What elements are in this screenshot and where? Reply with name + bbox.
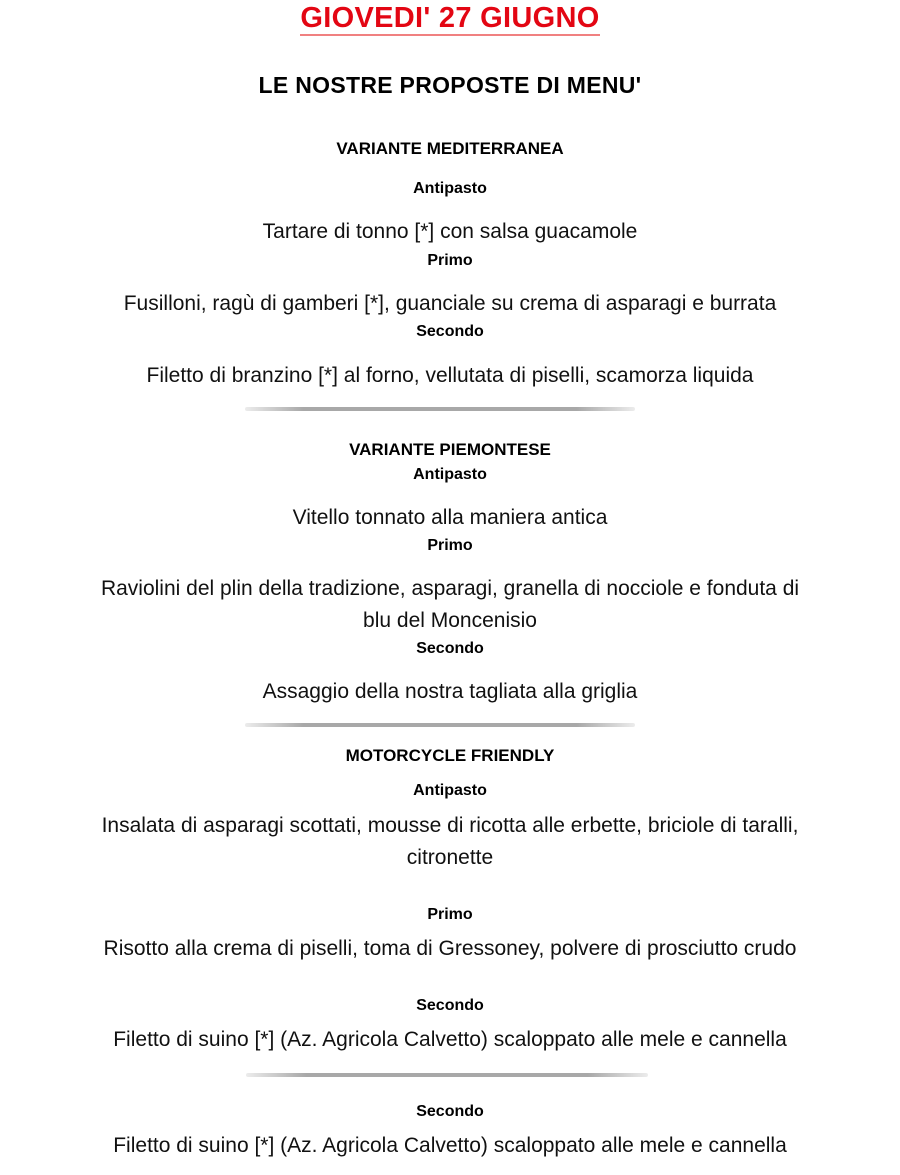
section-title-mediterranea: VARIANTE MEDITERRANEA (336, 139, 564, 158)
section-title-motorcycle: MOTORCYCLE FRIENDLY (345, 746, 555, 765)
course-label-antipasto: Antipasto (413, 466, 487, 483)
course-label-secondo: Secondo (416, 323, 484, 340)
dish-text-line2: citronette (406, 846, 494, 869)
dish-text-line2: blu del Moncenisio (363, 609, 537, 632)
section-divider (245, 407, 635, 411)
dish-text-line1: Insalata di asparagi scottati, mousse di ricotta alle erbette, briciole di taralli, (101, 814, 799, 837)
dish-text: Vitello tonnato alla maniera antica (292, 506, 608, 529)
dish-text: Assaggio della nostra tagliata alla griglia (262, 680, 638, 703)
course-label-secondo: Secondo (416, 640, 484, 657)
course-label-secondo: Secondo (416, 1103, 484, 1120)
dish-text: Fusilloni, ragù di gamberi [*], guanciale su crema di asparagi e burrata (123, 292, 777, 315)
dish-text: Filetto di branzino [*] al forno, vellutata di piselli, scamorza liquida (146, 364, 754, 387)
course-label-antipasto: Antipasto (413, 180, 487, 197)
section-divider (245, 723, 635, 727)
course-label-secondo: Secondo (416, 997, 484, 1014)
course-label-antipasto: Antipasto (413, 782, 487, 799)
menu-date-text: GIOVEDI' 27 GIUGNO (300, 2, 600, 34)
dish-text: Risotto alla crema di piselli, toma di Gressoney, polvere di prosciutto crudo (103, 937, 797, 960)
course-label-primo: Primo (427, 537, 473, 554)
dish-text: Tartare di tonno [*] con salsa guacamole (262, 220, 638, 243)
section-divider (246, 1073, 648, 1077)
dish-text: Filetto di suino [*] (Az. Agricola Calvetto) scaloppato alle mele e cannella (113, 1134, 787, 1157)
dish-text: Filetto di suino [*] (Az. Agricola Calvetto) scaloppato alle mele e cannella (113, 1028, 787, 1051)
section-title-piemontese: VARIANTE PIEMONTESE (349, 440, 551, 459)
menu-date (0, 2, 900, 36)
course-label-primo: Primo (427, 252, 473, 269)
dish-text-line1: Raviolini del plin della tradizione, asparagi, granella di nocciole e fonduta di (100, 577, 800, 600)
course-label-primo: Primo (427, 906, 473, 923)
page-title: LE NOSTRE PROPOSTE DI MENU' (258, 72, 642, 98)
